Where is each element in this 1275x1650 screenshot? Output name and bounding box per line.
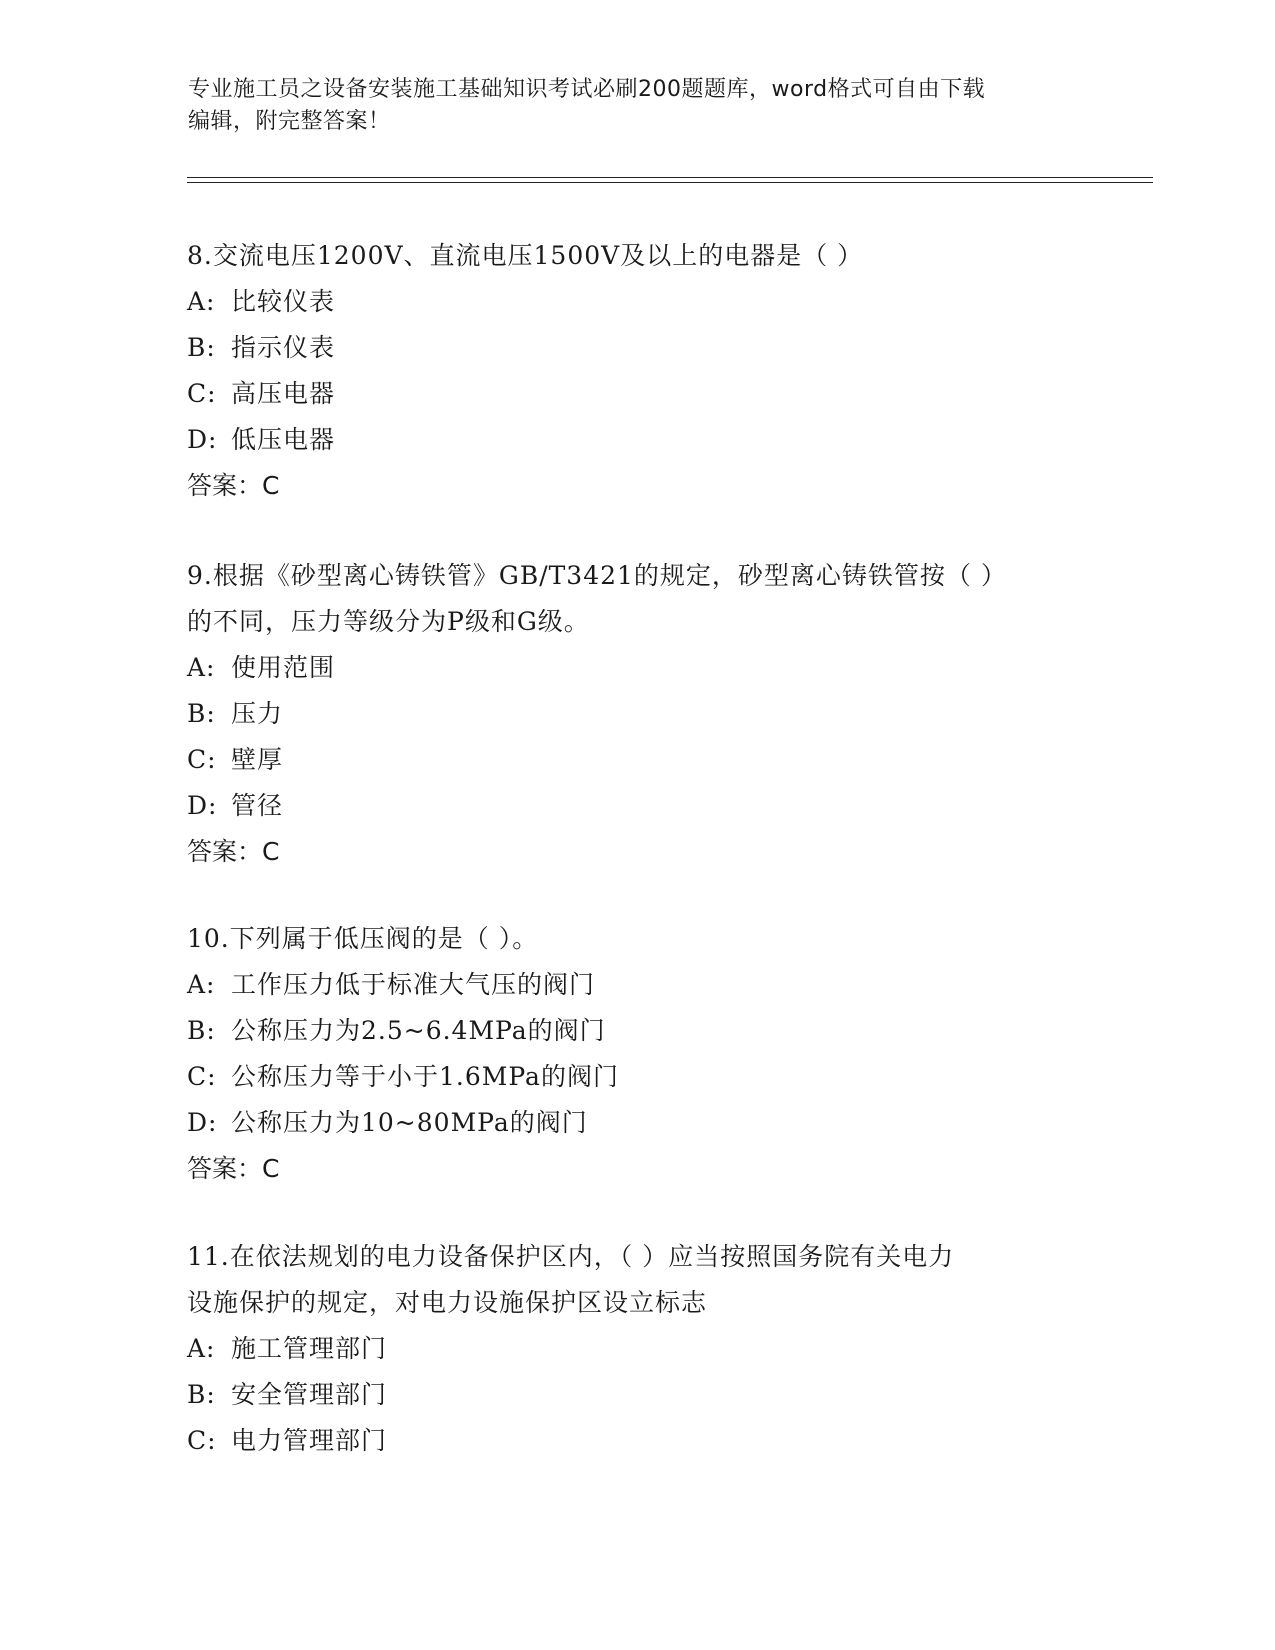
option-a — [187, 279, 1087, 325]
option-text: 公称压力为10~80MPa的阀门 — [231, 1108, 588, 1137]
option-key: C: — [187, 1062, 217, 1091]
answer-line: 答案：C — [187, 837, 280, 866]
option-key: A: — [187, 653, 216, 682]
option-text: 公称压力等于小于1.6MPa的阀门 — [231, 1062, 619, 1091]
option-key: C: — [187, 1426, 217, 1455]
question-9 — [187, 553, 1087, 875]
option-text: 比较仪表 — [231, 287, 336, 316]
question-11 — [187, 1234, 1087, 1464]
option-text: 壁厚 — [231, 745, 284, 774]
question-10 — [187, 916, 1087, 1192]
option-d — [187, 417, 1087, 463]
option-text: 指示仪表 — [231, 333, 336, 362]
option-key: D: — [187, 1108, 218, 1137]
option-a — [187, 645, 1087, 691]
option-key: D: — [187, 791, 218, 820]
option-key: A: — [187, 1334, 216, 1363]
option-text: 压力 — [231, 699, 284, 728]
header-line-2: 编辑，附完整答案！ — [188, 109, 391, 134]
option-d — [187, 1100, 1087, 1146]
option-key: C: — [187, 379, 217, 408]
option-key: B: — [187, 333, 216, 362]
option-key: D: — [187, 425, 218, 454]
question-stem-line-2: 的不同，压力等级分为P级和G级。 — [187, 607, 590, 636]
option-b — [187, 1008, 1087, 1054]
question-stem-line-1: 9.根据《砂型离心铸铁管》GB/T3421的规定，砂型离心铸铁管按（ ） — [187, 561, 1007, 590]
option-c — [187, 737, 1087, 783]
option-key: B: — [187, 1380, 216, 1409]
option-b — [187, 1372, 1087, 1418]
question-8 — [187, 233, 1087, 509]
option-text: 电力管理部门 — [231, 1426, 388, 1455]
option-c — [187, 1418, 1087, 1464]
question-stem: 10.下列属于低压阀的是（ ）。 — [187, 924, 539, 953]
option-b — [187, 691, 1087, 737]
option-a — [187, 1326, 1087, 1372]
option-d — [187, 783, 1087, 829]
option-key: A: — [187, 287, 216, 316]
option-a — [187, 962, 1087, 1008]
option-key: A: — [187, 970, 216, 999]
option-text: 管径 — [231, 791, 284, 820]
option-text: 公称压力为2.5~6.4MPa的阀门 — [231, 1016, 606, 1045]
option-c — [187, 1054, 1087, 1100]
answer-line: 答案：C — [187, 471, 280, 500]
document-header — [188, 74, 1068, 138]
option-text: 工作压力低于标准大气压的阀门 — [231, 970, 596, 999]
option-text: 安全管理部门 — [231, 1380, 388, 1409]
question-stem: 8.交流电压1200V、直流电压1500V及以上的电器是（ ） — [187, 241, 864, 270]
header-divider-bottom — [187, 182, 1153, 183]
option-c — [187, 371, 1087, 417]
answer-line: 答案：C — [187, 1154, 280, 1183]
option-key: B: — [187, 1016, 216, 1045]
option-key: C: — [187, 745, 217, 774]
option-text: 高压电器 — [231, 379, 336, 408]
option-text: 使用范围 — [231, 653, 336, 682]
question-stem-line-2: 设施保护的规定，对电力设施保护区设立标志 — [187, 1288, 708, 1317]
option-b — [187, 325, 1087, 371]
option-text: 施工管理部门 — [231, 1334, 388, 1363]
option-key: B: — [187, 699, 216, 728]
header-line-1: 专业施工员之设备安装施工基础知识考试必刷200题题库，word格式可自由下载 — [188, 77, 986, 102]
header-divider-top — [187, 177, 1153, 178]
option-text: 低压电器 — [231, 425, 336, 454]
question-stem-line-1: 11.在依法规划的电力设备保护区内，（ ）应当按照国务院有关电力 — [187, 1242, 955, 1271]
